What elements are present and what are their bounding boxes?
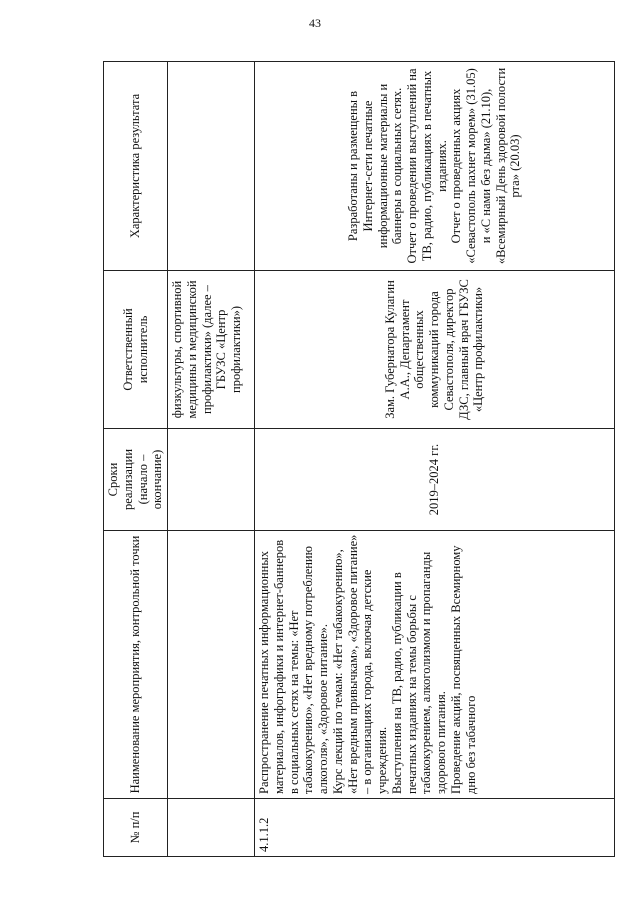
header-term: Сроки реализации (начало – окончание) <box>104 429 168 531</box>
table-row <box>168 62 255 857</box>
name-part: Курс лекций по темам: «Нет табакокурению», «Нет вредным привычкам», «Здоровое питание» – в организациях города, включая детские учреждения. <box>330 534 389 794</box>
table-frame <box>103 62 598 857</box>
cont-result-cell <box>168 62 255 271</box>
result-part: Отчет о проведении выступлений на ТВ, радио, публикациях в печатных изданиях. <box>405 68 449 264</box>
activities-table <box>103 61 615 857</box>
table-row <box>255 62 615 857</box>
row-responsible: Зам. Губернатора Кулагин А.А., Департамент общественных коммуникаций города Севастополя, директор ДЗС, главный врач ГБУЗС «Центр профилактики» <box>255 271 615 429</box>
header-result: Характеристика результата <box>104 62 168 271</box>
row-result <box>255 62 615 271</box>
row-name <box>255 531 615 799</box>
table-header-row <box>104 62 168 857</box>
name-part: Проведение акций, посвященных Всемирному дню без табачного <box>448 545 478 794</box>
cont-num-cell <box>168 799 255 857</box>
header-name: Наименование мероприятия, контрольной точки <box>104 531 168 799</box>
result-part: Разработаны и размещены в Интернет-сети печатные информационные материалы и баннеры в социальных сетях. <box>346 83 405 249</box>
row-num: 4.1.1.2 <box>255 799 615 857</box>
name-part: Распространение печатных информационных материалов, инфографики и интернет-баннеров в социальных сетях на темы: «Нет табакокурению», «Нет вредному потреблению алкоголя», «Здоровое питание». <box>257 539 330 794</box>
page-number: 43 <box>309 16 321 30</box>
row-term: 2019–2024 гг. <box>255 429 615 531</box>
cont-responsible-cell: физкультуры, спортивной медицины и медицинской профилактики» (далее – ГБУЗС «Центр профилактики») <box>168 271 255 429</box>
header-num: № п/п <box>104 799 168 857</box>
rotated-table-container <box>103 62 598 857</box>
header-responsible: Ответственный исполнитель <box>104 271 168 429</box>
result-part: Отчет о проведенных акциях «Севастополь пахнет морем» (31.05) и «С нами без дыма» (21.10), «Всемирный День здоровой полости рта» (20.03) <box>449 67 523 265</box>
name-part: Выступления на ТВ, радио, публикации в печатных изданиях на темы борьбы с табакокурением, алкоголизмом и пропаганды здорового питания. <box>389 551 448 794</box>
cont-term-cell <box>168 429 255 531</box>
cont-name-cell <box>168 531 255 799</box>
